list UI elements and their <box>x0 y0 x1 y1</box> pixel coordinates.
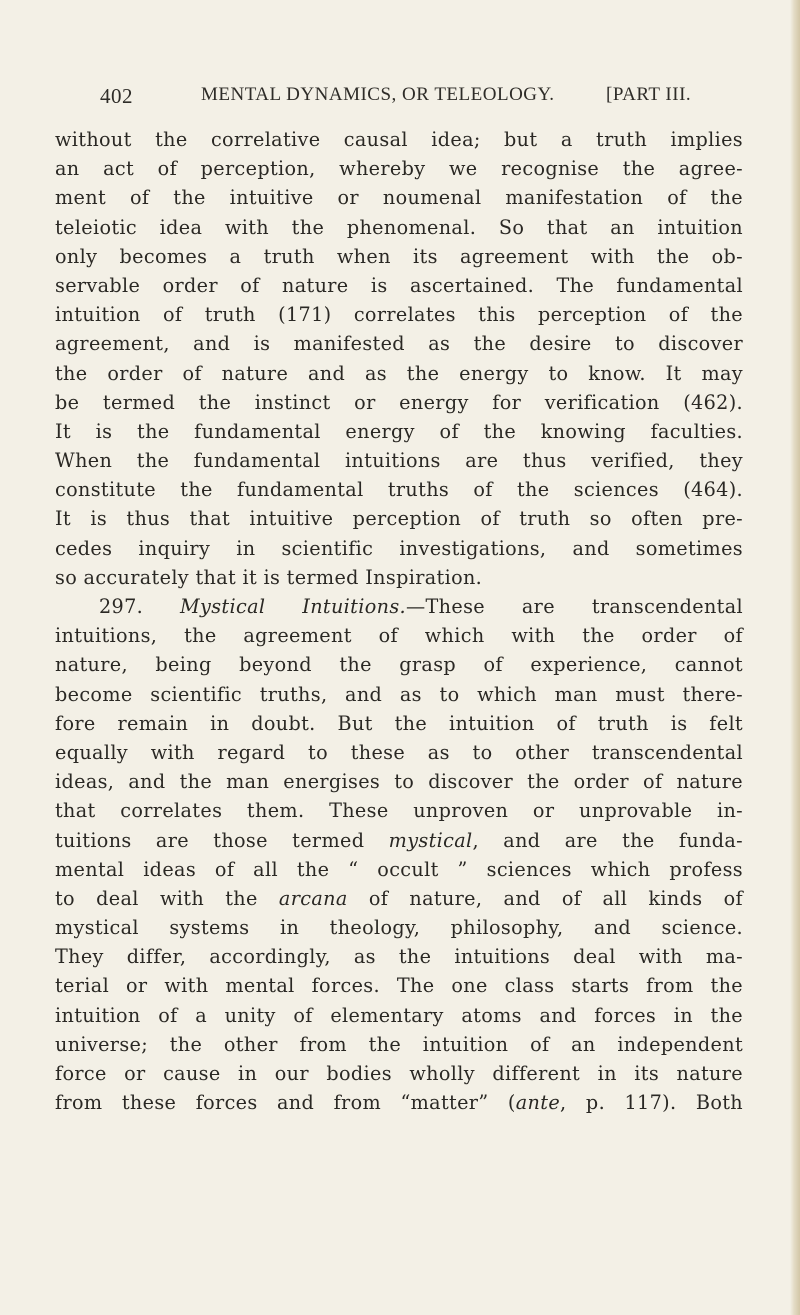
text-line: only becomes a truth when its agreement with the ob- <box>55 244 743 268</box>
section-lead: —These are transcendental <box>405 595 743 618</box>
italic-term: ante <box>515 1091 561 1115</box>
text-line: so accurately that it is termed Inspiration. <box>55 565 483 589</box>
text-line: It is the fundamental energy of the knowing faculties. <box>55 419 743 443</box>
body-text <box>55 125 743 1117</box>
running-title: MENTAL DYNAMICS, OR TELEOLOGY. <box>201 84 555 105</box>
text-line: cedes inquiry in scientific investigations, and sometimes <box>55 536 743 560</box>
text-line: ment of the intuitive or noumenal manifestation of the <box>55 186 743 210</box>
section-heading: Mystical Intuitions. <box>180 595 406 618</box>
text-line: teleiotic idea with the phenomenal. So that an intuition <box>55 215 743 239</box>
text-line: equally with regard to these as to other transcendental <box>55 740 743 764</box>
text-span: of nature, and of all kinds of <box>347 886 743 910</box>
text-span: , p. 117). Both <box>560 1091 743 1115</box>
text-line: force or cause in our bodies wholly different in its nature <box>55 1062 743 1085</box>
page-number: 402 <box>100 84 133 108</box>
italic-term: mystical <box>388 828 473 852</box>
text-span: , and are the funda- <box>472 828 743 852</box>
page-edge <box>790 0 800 1315</box>
text-line: constitute the fundamental truths of the sciences (464). <box>55 478 743 502</box>
text-line: When the fundamental intuitions are thus verified, they <box>55 449 743 473</box>
text-line: mystical systems in theology, philosophy, and science. <box>55 916 743 940</box>
text-line: intuition of truth (171) correlates this perception of the <box>55 303 743 327</box>
text-line: be termed the instinct or energy for verification (462). <box>55 390 743 414</box>
text-line: intuition of a unity of elementary atoms and forces in the <box>55 1003 743 1027</box>
text-line: intuitions, the agreement of which with the order of <box>55 624 743 648</box>
text-line: servable order of nature is ascertained. The fundamental <box>55 273 743 297</box>
text-line: become scientific truths, and as to which man must there- <box>55 682 743 706</box>
text-line <box>55 826 743 855</box>
italic-term: arcana <box>278 886 348 910</box>
running-header <box>100 84 740 114</box>
section-heading-line <box>55 592 743 621</box>
text-line: the order of nature and as the energy to know. It may <box>55 361 743 385</box>
text-line: terial or with mental forces. The one class starts from the <box>55 974 743 998</box>
text-span: tuitions are those termed <box>55 828 389 852</box>
text-line <box>55 1088 743 1117</box>
text-line: They differ, accordingly, as the intuitions deal with ma- <box>55 945 743 969</box>
text-line: ideas, and the man energises to discover the order of nature <box>55 770 743 794</box>
text-span: to deal with the <box>55 886 279 910</box>
text-line: nature, being beyond the grasp of experience, cannot <box>55 653 743 677</box>
text-line: universe; the other from the intuition of an independent <box>55 1032 743 1056</box>
text-line: an act of perception, whereby we recognise the agree- <box>55 157 743 181</box>
text-line: fore remain in doubt. But the intuition of truth is felt <box>55 711 743 735</box>
section-number: 297. <box>99 595 144 618</box>
text-line: that correlates them. These unproven or unprovable in- <box>55 799 743 823</box>
text-line: mental ideas of all the “ occult ” sciences which profess <box>55 857 743 881</box>
part-label: [PART III. <box>606 84 692 105</box>
text-line: without the correlative causal idea; but a truth implies <box>55 128 743 151</box>
text-span: from these forces and from “matter” ( <box>55 1091 516 1115</box>
text-line <box>55 884 743 913</box>
text-line: It is thus that intuitive perception of truth so often pre- <box>55 507 743 531</box>
text-line: agreement, and is manifested as the desire to discover <box>55 332 743 356</box>
